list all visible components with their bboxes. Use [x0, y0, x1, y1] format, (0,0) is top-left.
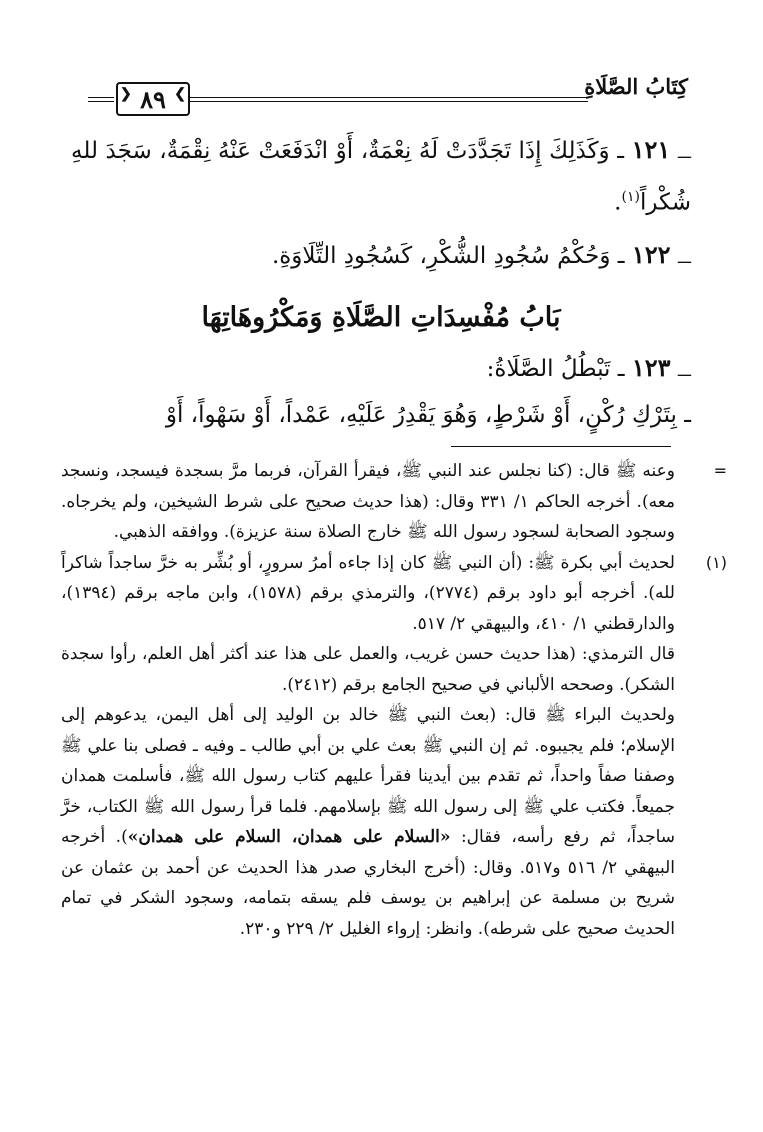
footnote-bold-quote: «السلام على همدان، السلام على همدان» [127, 827, 451, 847]
footnote-marker: (١) [705, 552, 727, 572]
chapter-title: بَابُ مُفْسِدَاتِ الصَّلَاةِ وَمَكْرُوهَاتِهَا [201, 301, 561, 333]
badge-ornament-right-icon: ❯ [174, 86, 186, 102]
entry-122 [71, 233, 691, 280]
header-rule-right [188, 97, 588, 102]
footnote-separator [451, 446, 671, 447]
footnote-text: ). أخرجه البيهقي ٢/ ٥١٦ و٥١٧. وقال: (أخرج البخاري صدر هذا الحديث عن أحمد بن عثمان عن شريح بن مسلمة عن إبراهيم بن يوسف فلم يسقه بتمامه، وسجود الشكر في تمام الحديث صحيح على شرطه). وانظر: إرواء الغليل ٢/ ٢٢٩ و٢٣٠. [61, 827, 675, 939]
footnote-text: ولحديث البراء ﷺ قال: (بعث النبي ﷺ خالد بن الوليد إلى أهل اليمن، يدعوهم إلى الإسلام؛ فلم يجيبوه. ثم إن النبي ﷺ بعث علي بن أبي طالب ـ وفيه ـ فصلى بنا علي ﷺ وصفنا صفاً واحداً، ثم تقدم بين أيدينا فقرأ عليهم كتاب رسول الله ﷺ، فأسلمت همدان جميعاً. فكتب علي ﷺ إلى رسول الله ﷺ بإسلامهم. فلما قرأ رسول الله ﷺ الكتاب، خرَّ ساجداً، ثم رفع رأسه، فقال: [61, 705, 675, 847]
entry-text: ـ تَبْطُلُ الصَّلَاةُ: [486, 355, 625, 382]
header-rule-left [88, 97, 114, 102]
entry-number: ١٢١ [631, 135, 671, 164]
footnote-paragraph: قال الترمذي: (هذا حديث حسن غريب، والعمل على هذا عند أكثر أهل العلم، رأوا سجدة الشكر). وصححه الألباني في صحيح الجامع برقم (٢٤١٢). [61, 644, 675, 695]
footnotes [61, 456, 727, 944]
entry-121 [71, 128, 691, 225]
entry-number: ١٢٣ [631, 352, 671, 382]
page-header [88, 74, 688, 118]
entry-text: ـ وَحُكْمُ سُجُودِ الشُّكْرِ، كَسُجُودِ التِّلَاوَةِ. [271, 242, 625, 269]
main-text [71, 128, 691, 445]
footnote-text: وعنه ﷺ قال: (كنا نجلس عند النبي ﷺ، فيقرأ القرآن، فربما مرَّ بسجدة فيسجد، ونسجد معه). أخرجه الحاكم ١/ ٣٣١ وقال: (هذا حديث صحيح على شرط الشيخين، ولم يخرجاه. وسجود الصحابة لسجود رسول الله ﷺ خارج الصلاة سنة عزيزة). ووافقه الذهبي. [61, 461, 675, 542]
footnote-1 [61, 548, 727, 945]
entry-tail: . [614, 189, 622, 216]
footnote-marker: = [713, 461, 727, 480]
entry-123 [71, 346, 691, 437]
page-number-badge [116, 82, 190, 116]
footnote-continuation [61, 456, 727, 548]
entry-number: ١٢٢ [631, 239, 671, 269]
entry-dash: ـــ [677, 361, 691, 380]
page-number: ٨٩ [140, 84, 166, 114]
entry-text: ـ وَكَذَلِكَ إِذَا تَجَدَّدَتْ لَهُ نِعْمَةٌ، أَوْ انْدَفَعَتْ عَنْهُ نِقْمَةٌ، سَجَدَ للهِ شُكْراً [71, 138, 691, 216]
footnote-paragraph: لحديث أبي بكرة ﷺ: (أن النبي ﷺ كان إذا جاءه أمرُ سرورٍ، أو بُشِّر به خرَّ ساجداً شاكراً لله). أخرجه أبو داود برقم (٢٧٧٤)، والترمذي برقم (١٥٧٨)، وابن ماجه برقم (١٣٩٤)، والدارقطني ١/ ٤١٠، والبيهقي ٢/ ٥١٧. [61, 552, 675, 634]
entry-dash: ـــ [677, 248, 691, 267]
book-title: كِتَابُ الصَّلَاةِ [584, 74, 688, 99]
badge-ornament-left-icon: ❮ [120, 86, 132, 102]
entry-text-line2: ـ بِتَرْكِ رُكْنٍ، أَوْ شَرْطٍ، وَهُوَ يَقْدِرُ عَلَيْهِ، عَمْداً، أَوْ سَهْواً، أَوْ [165, 401, 691, 428]
entry-dash: ـــ [677, 144, 691, 162]
footnote-reference: (١) [621, 189, 640, 205]
footnote-paragraph [61, 700, 675, 944]
